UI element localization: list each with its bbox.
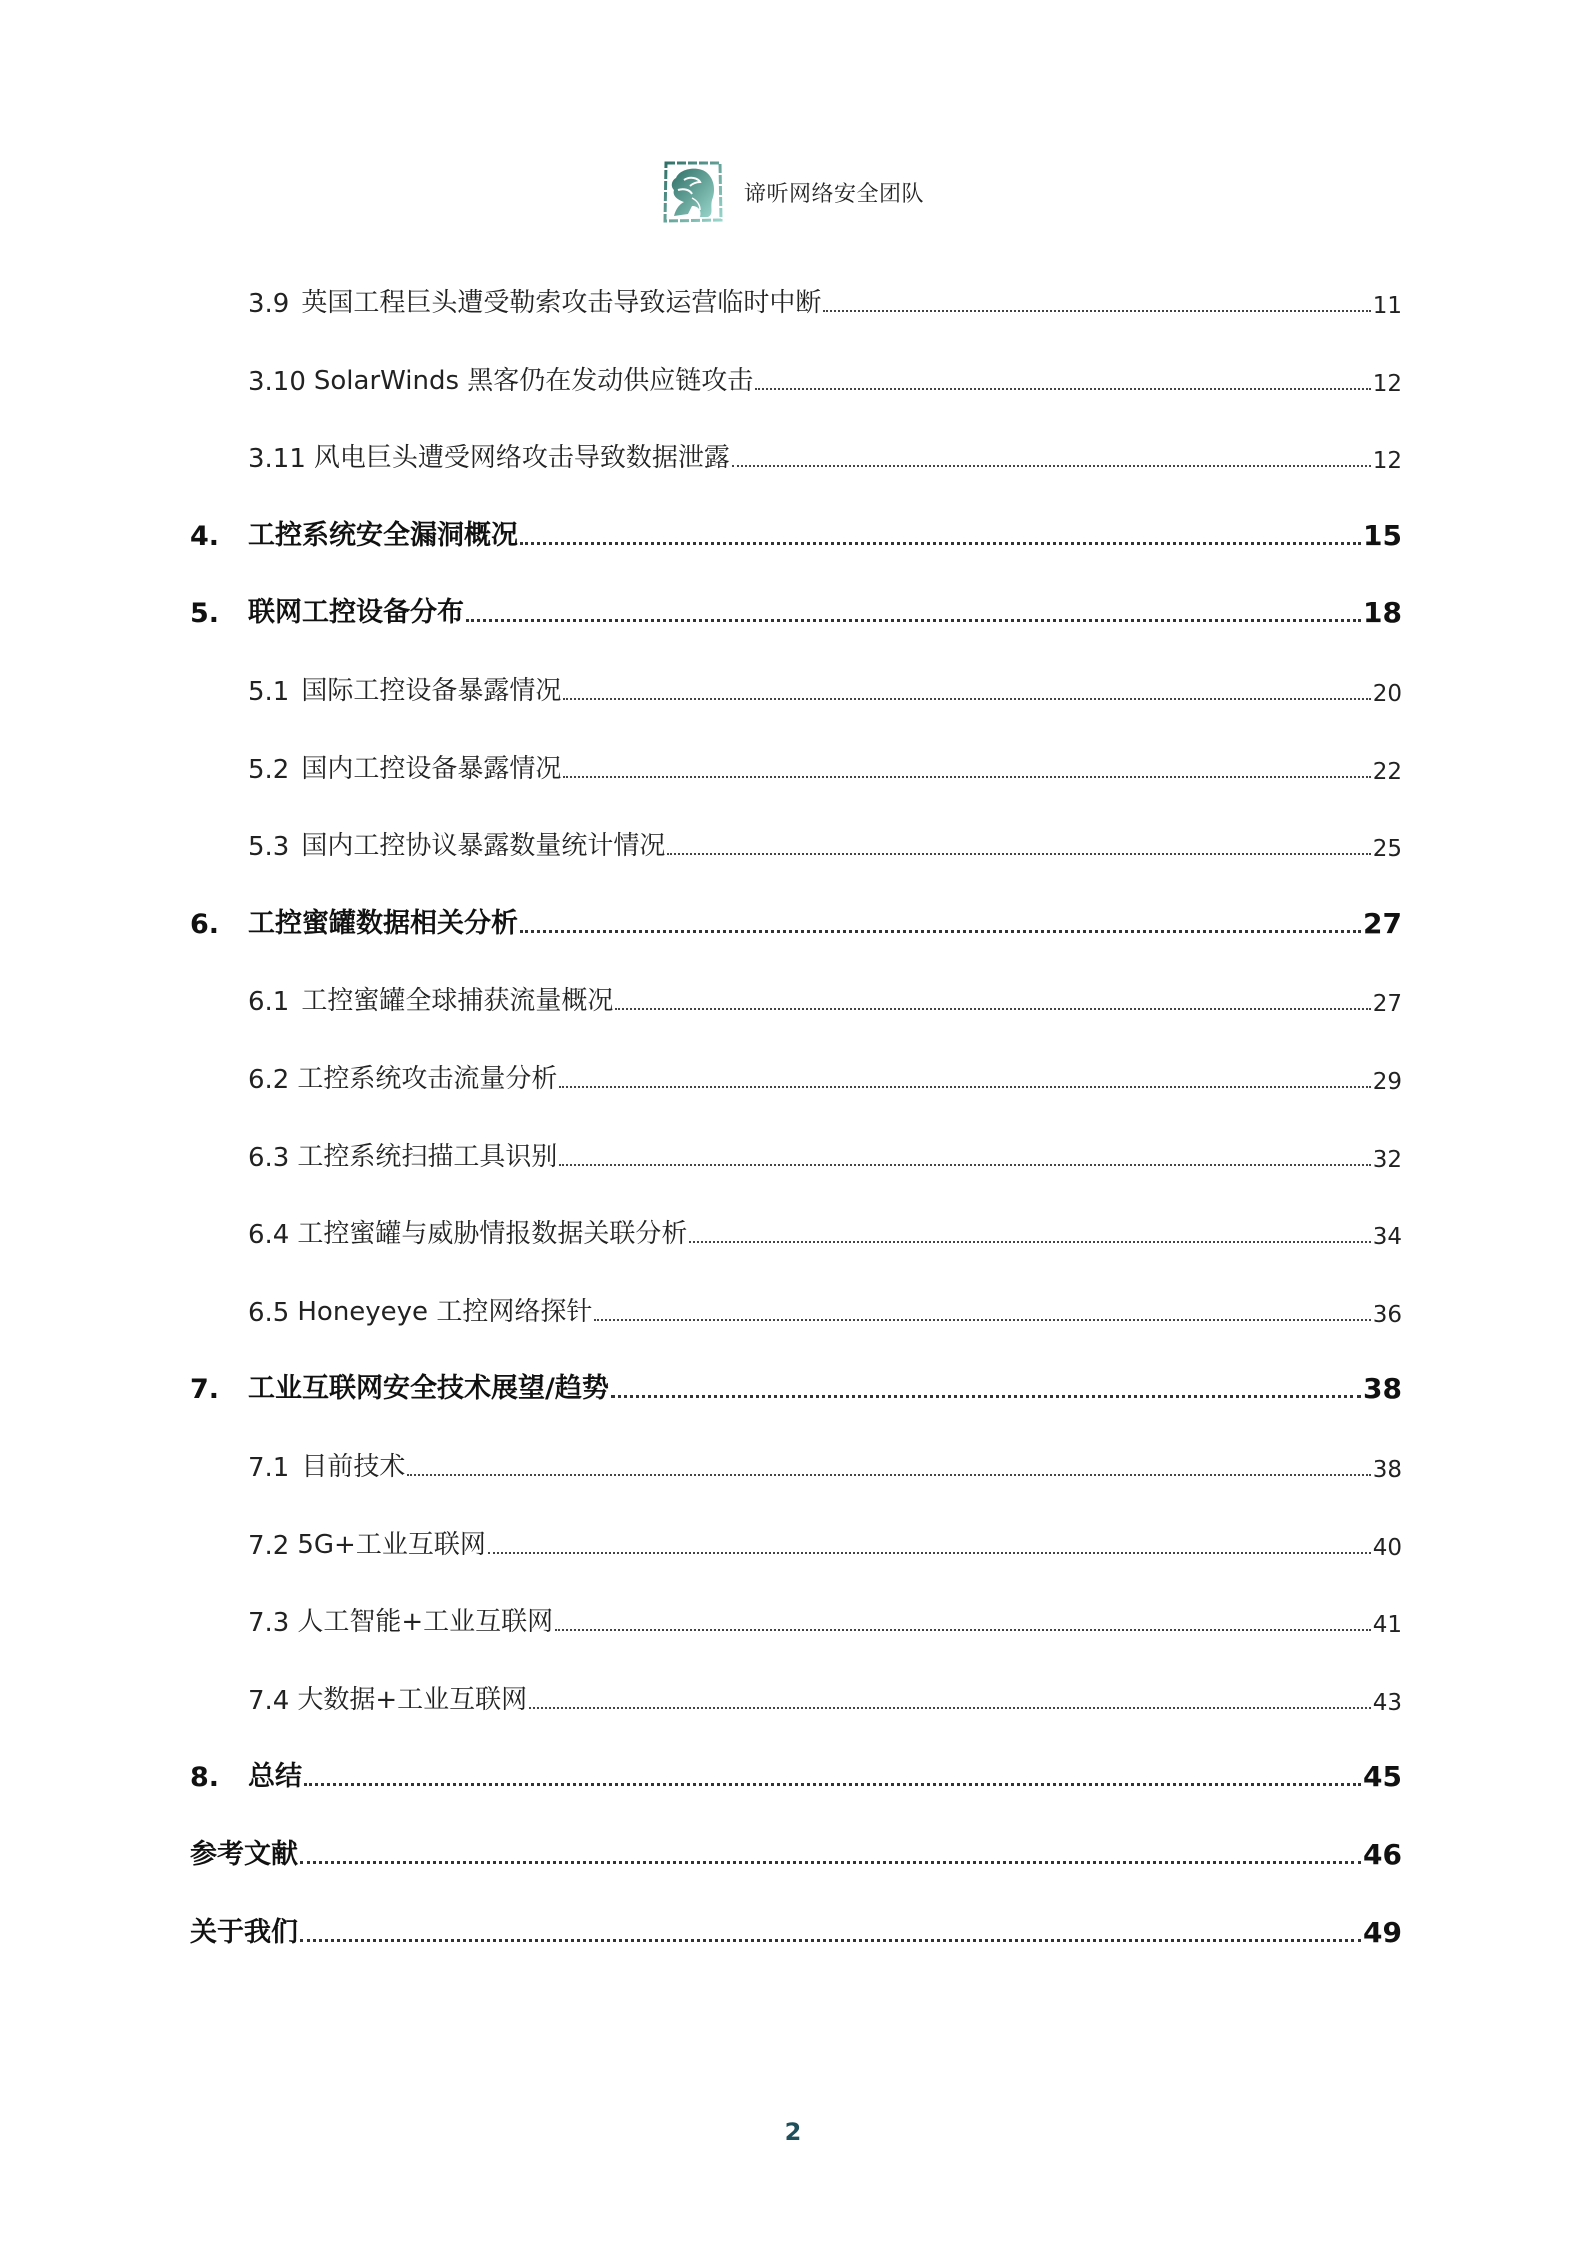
toc-entry-number: 3.10 bbox=[248, 366, 306, 397]
toc-entry-page[interactable]: 43 bbox=[1372, 1689, 1402, 1716]
toc-entry[interactable] bbox=[248, 667, 1402, 707]
toc-entry-title[interactable]: 大数据+工业互联网 bbox=[297, 1684, 528, 1715]
toc-entry-title[interactable]: 联网工控设备分布 bbox=[248, 597, 464, 629]
toc-entry-title[interactable]: 工控系统攻击流量分析 bbox=[297, 1064, 558, 1094]
dot-leader bbox=[304, 1783, 1361, 1786]
toc-entry[interactable] bbox=[248, 1598, 1402, 1638]
toc-entry[interactable] bbox=[190, 512, 1402, 552]
dot-leader bbox=[555, 1629, 1371, 1631]
toc-entry-title[interactable]: 人工智能+工业互联网 bbox=[297, 1607, 554, 1638]
toc-entry-title[interactable]: 5G+工业互联网 bbox=[297, 1529, 486, 1560]
toc-entry-title[interactable]: 国内工控设备暴露情况 bbox=[301, 753, 562, 784]
toc-entry-title[interactable]: 总结 bbox=[248, 1761, 302, 1793]
toc-entry-number: 5.3 bbox=[248, 832, 290, 863]
toc-entry-title[interactable]: 国际工控设备暴露情况 bbox=[301, 676, 562, 706]
toc-entry-page[interactable]: 41 bbox=[1372, 1612, 1402, 1639]
toc-entry-number: 6.1 bbox=[248, 987, 290, 1018]
dot-leader bbox=[466, 619, 1361, 622]
toc-entry-number: 6.2 bbox=[248, 1065, 290, 1095]
toc-entry-title[interactable]: 工控蜜罐数据相关分析 bbox=[248, 907, 518, 939]
toc-entry-page[interactable]: 38 bbox=[1372, 1457, 1402, 1483]
toc-entry-page[interactable]: 22 bbox=[1372, 758, 1402, 785]
toc-entry[interactable] bbox=[248, 745, 1402, 785]
dot-leader bbox=[559, 1086, 1370, 1088]
dot-leader bbox=[755, 388, 1370, 390]
toc-entry-page[interactable]: 38 bbox=[1363, 1372, 1402, 1406]
toc-entry-page[interactable]: 34 bbox=[1372, 1224, 1402, 1251]
toc-entry-page[interactable]: 12 bbox=[1372, 370, 1402, 397]
toc-entry-number: 6.4 bbox=[248, 1220, 290, 1251]
dot-leader bbox=[563, 698, 1370, 700]
toc-entry-page[interactable]: 11 bbox=[1372, 293, 1402, 319]
dot-leader bbox=[300, 1861, 1361, 1864]
toc-entry-title[interactable]: 风电巨头遭受网络攻击导致数据泄露 bbox=[313, 443, 730, 474]
dot-leader bbox=[594, 1319, 1370, 1321]
toc-entry-number: 7.1 bbox=[248, 1453, 290, 1483]
toc-entry-title[interactable]: SolarWinds 黑客仍在发动供应链攻击 bbox=[313, 365, 754, 396]
toc-entry-number: 3.11 bbox=[248, 444, 306, 475]
toc-entry[interactable] bbox=[190, 1831, 1402, 1871]
toc-entry[interactable] bbox=[248, 977, 1402, 1017]
toc-entry[interactable] bbox=[248, 1133, 1402, 1173]
toc-entry-page[interactable]: 49 bbox=[1363, 1915, 1402, 1949]
toc-entry-number: 6. bbox=[190, 908, 220, 940]
toc-entry-number: 8. bbox=[190, 1762, 220, 1794]
toc-entry[interactable] bbox=[248, 822, 1402, 862]
toc-entry-number: 7. bbox=[190, 1374, 220, 1406]
toc-entry-title[interactable]: Honeyeye 工控网络探针 bbox=[297, 1296, 593, 1327]
toc-entry-page[interactable]: 29 bbox=[1372, 1069, 1402, 1095]
toc-entry-number: 6.5 bbox=[248, 1297, 290, 1328]
toc-entry-page[interactable]: 46 bbox=[1363, 1838, 1402, 1871]
toc-entry-number: 6.3 bbox=[248, 1142, 290, 1173]
toc-entry[interactable] bbox=[248, 279, 1402, 319]
toc-entry[interactable] bbox=[248, 1521, 1402, 1561]
toc-entry-title[interactable]: 工控蜜罐全球捕获流量概况 bbox=[301, 986, 614, 1017]
toc-entry[interactable] bbox=[190, 1365, 1402, 1405]
dot-leader bbox=[520, 542, 1361, 545]
toc-entry-number: 5. bbox=[190, 598, 220, 630]
toc-entry-page[interactable]: 27 bbox=[1372, 991, 1402, 1018]
team-name: 谛听网络安全团队 bbox=[743, 181, 924, 207]
toc-entry-title[interactable]: 英国工程巨头遭受勒索攻击导致运营临时中断 bbox=[301, 288, 822, 318]
toc-entry[interactable] bbox=[248, 1443, 1402, 1483]
toc-entry-number: 3.9 bbox=[248, 289, 290, 319]
toc-entry-title[interactable]: 国内工控协议暴露数量统计情况 bbox=[301, 831, 666, 862]
toc-entry-number: 5.1 bbox=[248, 677, 290, 707]
dot-leader bbox=[563, 776, 1370, 778]
toc-entry-title[interactable]: 工控系统安全漏洞概况 bbox=[248, 519, 518, 551]
toc-entry[interactable] bbox=[248, 1055, 1402, 1095]
toc-entry-page[interactable]: 25 bbox=[1372, 836, 1402, 863]
dot-leader bbox=[615, 1008, 1370, 1010]
dot-leader bbox=[520, 930, 1361, 933]
dot-leader bbox=[611, 1395, 1361, 1398]
toc-entry-title[interactable]: 目前技术 bbox=[301, 1452, 406, 1482]
toc-entry[interactable] bbox=[248, 434, 1402, 474]
toc-entry[interactable] bbox=[248, 1288, 1402, 1328]
toc-entry-title[interactable]: 工业互联网安全技术展望/趋势 bbox=[248, 1373, 609, 1405]
toc-entry[interactable] bbox=[248, 1210, 1402, 1250]
toc-entry-page[interactable]: 45 bbox=[1363, 1760, 1402, 1794]
toc-entry-page[interactable]: 40 bbox=[1372, 1534, 1402, 1561]
dot-leader bbox=[559, 1164, 1370, 1166]
toc-entry-number: 5.2 bbox=[248, 754, 290, 785]
page-header bbox=[0, 160, 1586, 224]
toc-entry-title[interactable]: 关于我们 bbox=[190, 1916, 298, 1948]
toc-entry[interactable] bbox=[248, 1676, 1402, 1716]
dot-leader bbox=[529, 1707, 1371, 1709]
toc-entry-number: 7.4 bbox=[248, 1685, 290, 1716]
toc-entry[interactable] bbox=[190, 1909, 1402, 1949]
toc-entry-page[interactable]: 36 bbox=[1372, 1301, 1402, 1328]
toc-entry-title[interactable]: 参考文献 bbox=[190, 1839, 298, 1870]
toc-entry[interactable] bbox=[190, 1753, 1402, 1793]
toc-entry-page[interactable]: 27 bbox=[1363, 906, 1402, 940]
toc-entry-title[interactable]: 工控系统扫描工具识别 bbox=[297, 1141, 558, 1172]
toc-entry-title[interactable]: 工控蜜罐与威胁情报数据关联分析 bbox=[297, 1219, 688, 1250]
toc-entry-page[interactable]: 20 bbox=[1372, 681, 1402, 707]
toc-entry[interactable] bbox=[190, 589, 1402, 629]
toc-entry-page[interactable]: 12 bbox=[1372, 448, 1402, 475]
toc-entry-number: 4. bbox=[190, 520, 220, 552]
dot-leader bbox=[667, 853, 1370, 855]
dot-leader bbox=[689, 1241, 1370, 1243]
toc-entry-number: 7.2 bbox=[248, 1530, 290, 1561]
dot-leader bbox=[488, 1552, 1371, 1554]
page-number: 2 bbox=[784, 2118, 802, 2146]
dot-leader bbox=[300, 1939, 1361, 1942]
toc-entry[interactable] bbox=[248, 357, 1402, 397]
dot-leader bbox=[732, 465, 1371, 467]
toc-entry[interactable] bbox=[190, 900, 1402, 940]
dot-leader bbox=[407, 1474, 1370, 1476]
dot-leader bbox=[823, 310, 1370, 312]
toc-entry-page[interactable]: 18 bbox=[1363, 596, 1402, 630]
toc-entry-number: 7.3 bbox=[248, 1608, 290, 1639]
toc-entry-page[interactable]: 32 bbox=[1372, 1146, 1402, 1173]
toc-entry-page[interactable]: 15 bbox=[1363, 518, 1402, 552]
dragon-seal-logo-icon bbox=[662, 160, 724, 224]
